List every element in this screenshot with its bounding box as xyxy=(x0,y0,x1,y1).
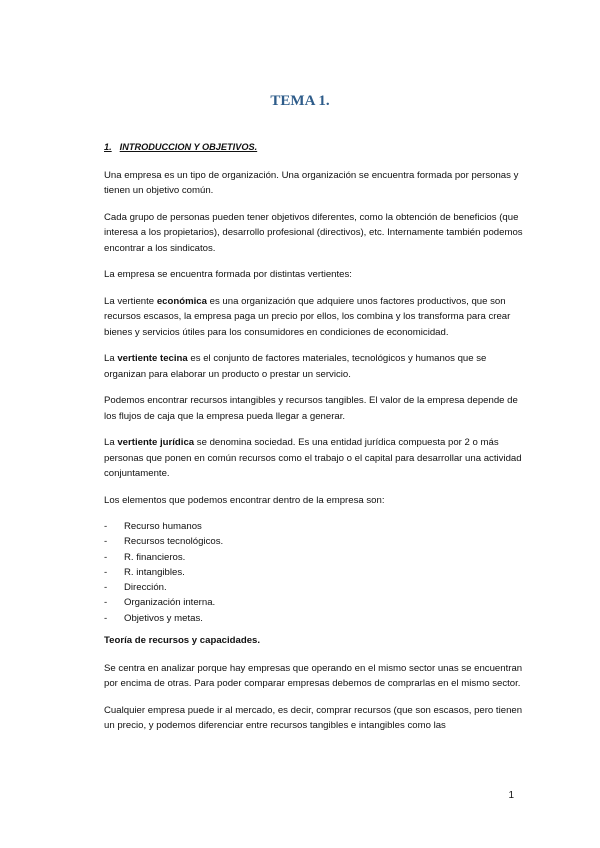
paragraph-8: Los elementos que podemos encontrar dentro de la empresa son: xyxy=(104,494,385,506)
list-item-text: Recursos tecnológicos. xyxy=(124,536,224,548)
term-economica: económica xyxy=(156,295,207,307)
subheading: Teoría de recursos y capacidades. xyxy=(104,635,261,647)
text-span: se denomina sociedad. Es una entidad jurídica compuesta por 2 o más personas que ponen en común recursos como el trabajo o el capital para desarrollar una actividad conjuntamente. xyxy=(104,437,522,479)
paragraph-3: La empresa se encuentra formada por distintas vertientes: xyxy=(104,269,352,280)
dash-bullet: - xyxy=(104,521,108,532)
dash-bullet: - xyxy=(104,582,108,594)
list-item-text: Dirección. xyxy=(124,582,167,594)
list-item xyxy=(104,550,524,565)
list-item xyxy=(104,580,524,595)
list-item-text: R. financieros. xyxy=(124,551,186,563)
list-item-text: Organización interna. xyxy=(124,597,216,609)
text-span: La xyxy=(104,437,118,448)
list-item xyxy=(104,534,524,549)
text-span: es el conjunto de factores materiales, tecnológicos y humanos que se organizan para elaborar un producto o prestar un servicio. xyxy=(104,353,487,380)
paragraph-juridica xyxy=(104,435,524,482)
paragraph-9: Se centra en analizar porque hay empresas que operando en el mismo sector unas se encuentran por encima de otras. Para poder comparar empresas debemos de comprarlas en el mismo sector. xyxy=(104,662,523,690)
paragraph-economica xyxy=(104,294,524,341)
list-item-text: R. intangibles. xyxy=(124,566,185,578)
text-span: es una organización que adquiere unos factores productivos, que son recursos escasos, la empresa paga un precio por ellos, los combina y los transforma para crear bienes y servicios útiles para los consumidores en condiciones de economicidad. xyxy=(104,295,511,338)
list-item-text: Objetivos y metas. xyxy=(124,612,203,624)
dash-bullet: - xyxy=(104,551,108,563)
dash-bullet: - xyxy=(104,612,108,624)
list-item xyxy=(104,595,524,610)
dash-bullet: - xyxy=(104,597,108,609)
paragraph-1: Una empresa es un tipo de organización. Una organización se encuentra formada por personas y tienen un objetivo común. xyxy=(104,169,519,196)
list-item xyxy=(104,565,524,580)
section-label: INTRODUCCION Y OBJETIVOS. xyxy=(119,142,258,152)
list-item-text: Recurso humanos xyxy=(124,521,202,532)
text-span: La vertiente xyxy=(104,295,157,307)
document-body xyxy=(104,140,524,745)
elements-list xyxy=(104,519,524,626)
term-vertiente-juridica: vertiente jurídica xyxy=(117,437,195,448)
text-span: La xyxy=(104,353,118,364)
section-number: 1. xyxy=(104,142,112,152)
paragraph-10: Cualquier empresa puede ir al mercado, es decir, comprar recursos (que son escasos, pero tienen un precio, y podemos diferenciar entre recursos tangibles e intangibles como las xyxy=(104,704,523,732)
document-title: TEMA 1. xyxy=(270,93,330,109)
page-number: 1 xyxy=(508,790,514,801)
section-heading xyxy=(104,140,524,156)
paragraph-tecnica xyxy=(104,351,524,382)
list-item xyxy=(104,519,524,534)
list-item xyxy=(104,611,524,626)
dash-bullet: - xyxy=(104,536,108,548)
paragraph-6: Podemos encontrar recursos intangibles y recursos tangibles. El valor de la empresa depende de los flujos de caja que la empresa pueda llegar a generar. xyxy=(104,395,518,422)
paragraph-2: Cada grupo de personas pueden tener objetivos diferentes, como la obtención de beneficios (que interesa a los propietarios), desarrollo profesional (directivos), etc. Internamente también podemos encontrar a los sindicatos. xyxy=(104,211,523,254)
dash-bullet: - xyxy=(104,566,108,578)
term-vertiente-tecina: vertiente tecina xyxy=(117,353,188,364)
